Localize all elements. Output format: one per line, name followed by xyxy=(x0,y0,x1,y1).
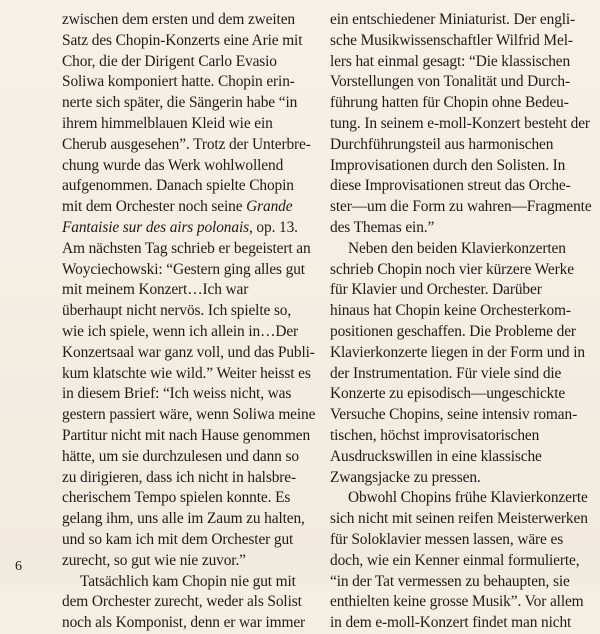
left-line-24: cherischem Tempo spielen konnte. Es xyxy=(62,489,291,507)
right-line-16: positionen geschaffen. Die Probleme der xyxy=(330,322,576,340)
left-line-8: chung wurde das Werk wohlwollend xyxy=(62,156,284,174)
left-line-27: zurecht, so gut wie nie zuvor.” xyxy=(62,551,246,569)
page-number: 6 xyxy=(15,559,22,574)
left-line-11-roman: , op. 13. xyxy=(248,218,298,236)
left-line-7: Cherub ausgesehen”. Trotz der Unterbre- xyxy=(62,135,311,153)
left-line-3: Chor, die der Dirigent Carlo Evasio xyxy=(62,52,277,70)
left-line-1: zwischen dem ersten und dem zweiten xyxy=(62,11,295,28)
right-line-17: Klavierkonzerte liegen in der Form und in xyxy=(330,343,585,361)
right-line-24: Obwohl Chopins frühe Klavierkonzerte xyxy=(348,489,588,507)
left-line-4: Soliwa komponiert hatte. Chopin erin- xyxy=(62,73,295,91)
right-line-7: Durchführungsteil aus harmonischen xyxy=(330,135,554,153)
left-line-23: zu dirigieren, dass ich nicht in halsbre- xyxy=(62,468,296,486)
right-line-5: führung hatten für Chopin ohne Bedeu- xyxy=(330,94,569,112)
left-line-14: mit meinem Konzert…Ich war xyxy=(62,281,249,299)
right-line-28: “in der Tat vermessen zu behaupten, sie xyxy=(330,572,570,590)
right-line-27: doch, wie ein Kenner einmal formulierte, xyxy=(330,551,580,569)
right-line-12: Neben den beiden Klavierkonzerten xyxy=(348,239,566,257)
right-line-21: tischen, höchst improvisatorischen xyxy=(330,426,540,444)
right-line-20: Versuche Chopins, seine intensiv roman- xyxy=(330,406,578,424)
left-line-11-italic: Fantaisie sur des airs polonais xyxy=(62,218,249,236)
left-line-11 xyxy=(62,218,317,239)
left-line-12: Am nächsten Tag schrieb er begeistert an xyxy=(62,239,311,257)
left-line-17: Konzertsaal war ganz voll, und das Publi- xyxy=(62,343,315,361)
right-line-14: für Klavier und Orchester. Darüber xyxy=(330,281,542,299)
left-line-26: und so kam ich mit dem Orchester gut xyxy=(62,530,294,548)
left-line-13: Woyciechowski: “Gestern ging alles gut xyxy=(62,260,305,278)
left-line-29: dem Orchester zurecht, weder als Solist xyxy=(62,593,302,611)
right-line-10: ster—um die Form zu wahren—Fragmente xyxy=(330,198,592,216)
right-line-13: schrieb Chopin noch vier kürzere Werke xyxy=(330,260,574,278)
right-line-18: der Instrumentation. Für viele sind die xyxy=(330,364,562,382)
left-line-5: nerte sich später, die Sängerin habe “in xyxy=(62,94,298,112)
left-line-10-roman: mit dem Orchester noch seine xyxy=(62,198,247,216)
right-line-1: ein entschiedener Miniaturist. Der engli- xyxy=(330,11,576,28)
right-line-15: hinaus hat Chopin keine Orchesterkom- xyxy=(330,302,571,320)
left-line-10-italic: Grande xyxy=(246,198,293,216)
left-line-10 xyxy=(62,197,317,218)
left-line-16: wie ich spiele, wenn ich allein in…Der xyxy=(62,322,299,340)
right-line-25: sich nicht mit seinen reifen Meisterwerken xyxy=(330,510,588,528)
right-line-30: in dem e-moll-Konzert findet man nicht xyxy=(330,614,572,632)
right-line-29: enthielten keine grosse Musik”. Vor allem xyxy=(330,593,584,611)
right-line-23: Zwangsjacke zu pressen. xyxy=(330,468,481,486)
left-line-25: gelang ihm, uns alle im Zaum zu halten, xyxy=(62,510,305,528)
right-line-4: Vorstellungen von Tonalität und Durch- xyxy=(330,73,571,91)
left-line-15: überhaupt nicht nervös. Ich spielte so, xyxy=(62,302,292,320)
right-line-26: für Soloklavier messen lassen, wäre es xyxy=(330,530,564,548)
right-line-3: lers hat einmal gesagt: “Die klassischen xyxy=(330,52,571,70)
right-line-2: sche Musikwissenschaftler Wilfrid Mel- xyxy=(330,31,573,49)
right-line-8: Improvisationen durch den Solisten. In xyxy=(330,156,566,174)
right-line-9: diese Improvisationen streut das Orche- xyxy=(330,177,571,195)
left-line-20: gestern passiert wäre, wenn Soliwa meine xyxy=(62,406,316,424)
right-line-11: des Themas ein.” xyxy=(330,218,435,236)
right-line-6: tung. In seinem e-moll-Konzert besteht der xyxy=(330,114,590,132)
right-text-column xyxy=(330,10,594,634)
left-line-30: noch als Komponist, denn er war immer xyxy=(62,614,306,632)
left-line-19: in diesem Brief: “Ich weiss nicht, was xyxy=(62,385,292,403)
left-line-9: aufgenommen. Danach spielte Chopin xyxy=(62,177,294,195)
left-line-22: hätte, um sie durchzulesen und dann so xyxy=(62,447,299,465)
left-line-18: kum klatschte wie wild.” Weiter heisst es xyxy=(62,364,311,382)
left-line-28: Tatsächlich kam Chopin nie gut mit xyxy=(80,572,296,590)
left-text-column xyxy=(62,10,317,634)
left-line-2: Satz des Chopin-Konzerts eine Arie mit xyxy=(62,31,303,49)
right-line-19: Konzerte zu episodisch—ungeschickte xyxy=(330,385,566,403)
right-line-22: Ausdruckswillen in eine klassische xyxy=(330,447,542,465)
left-line-21: Partitur nicht mit nach Hause genommen xyxy=(62,426,311,444)
left-line-6: ihrem himmelblauen Kleid wie ein xyxy=(62,114,273,132)
